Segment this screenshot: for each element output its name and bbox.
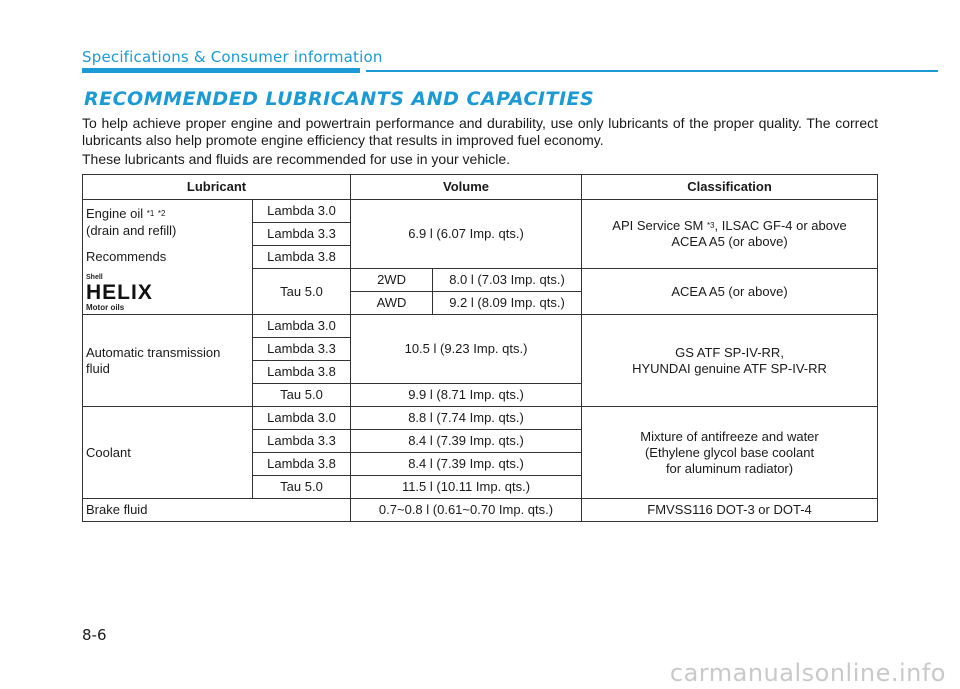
header-lubricant: Lubricant bbox=[83, 175, 351, 200]
engine-oil-classification: API Service SM $^{*3}$, ILSAC GF-4 or above ACEA A5 (or above) bbox=[582, 200, 878, 269]
model-cell: Lambda 3.3 bbox=[253, 338, 351, 361]
footnote-1: *1 bbox=[146, 209, 155, 218]
brake-fluid-classification: FMVSS116 DOT-3 or DOT-4 bbox=[582, 499, 878, 522]
model-cell: Lambda 3.3 bbox=[253, 223, 351, 246]
header-volume: Volume bbox=[351, 175, 582, 200]
header-rule-thin bbox=[366, 70, 938, 72]
watermark: carmanualsonline.info bbox=[669, 659, 946, 687]
model-cell: Lambda 3.3 bbox=[253, 430, 351, 453]
model-cell: Lambda 3.0 bbox=[253, 407, 351, 430]
table-header-row bbox=[83, 175, 878, 200]
volume-cell: 8.4 l (7.39 Imp. qts.) bbox=[351, 430, 582, 453]
drive-cell: 2WD bbox=[351, 269, 433, 292]
model-cell: Lambda 3.8 bbox=[253, 453, 351, 476]
shell-helix-logo: Shell HELIX Motor oils bbox=[86, 274, 153, 312]
footnote-2: *2 bbox=[157, 209, 166, 218]
model-cell: Lambda 3.8 bbox=[253, 361, 351, 384]
model-cell: Tau 5.0 bbox=[253, 476, 351, 499]
header-rule-thick bbox=[82, 68, 360, 73]
engine-oil-volume: 6.9 l (6.07 Imp. qts.) bbox=[351, 200, 582, 269]
model-cell: Tau 5.0 bbox=[253, 384, 351, 407]
table-row bbox=[83, 315, 878, 338]
coolant-label-cell: Coolant bbox=[83, 407, 253, 499]
lubricants-table bbox=[82, 174, 878, 522]
footnote-3: *3 bbox=[706, 221, 715, 230]
header-classification: Classification bbox=[582, 175, 878, 200]
page-number: 8-6 bbox=[82, 626, 107, 644]
table-row bbox=[83, 499, 878, 522]
intro-paragraph-1: To help achieve proper engine and powertrain performance and durability, use only lubricants of the proper quality. The correct lubricants also help promote engine efficiency that results in improved fuel economy. bbox=[82, 115, 878, 148]
drive-cell: AWD bbox=[351, 292, 433, 315]
tau-oil-classification: ACEA A5 (or above) bbox=[582, 269, 878, 315]
engine-oil-cell bbox=[83, 200, 253, 315]
model-cell: Lambda 3.8 bbox=[253, 246, 351, 269]
page-title: RECOMMENDED LUBRICANTS AND CAPACITIES bbox=[84, 88, 595, 110]
table-row bbox=[83, 200, 878, 223]
model-cell: Lambda 3.0 bbox=[253, 315, 351, 338]
volume-cell: 11.5 l (10.11 Imp. qts.) bbox=[351, 476, 582, 499]
atf-volume-tau: 9.9 l (8.71 Imp. qts.) bbox=[351, 384, 582, 407]
volume-cell: 9.2 l (8.09 Imp. qts.) bbox=[433, 292, 582, 315]
atf-classification: GS ATF SP-IV-RR, HYUNDAI genuine ATF SP-IV-RR bbox=[582, 315, 878, 407]
intro-paragraph-2: These lubricants and fluids are recommended for use in your vehicle. bbox=[82, 151, 510, 167]
section-header: Specifications & Consumer information bbox=[82, 48, 383, 66]
brake-fluid-label: Brake fluid bbox=[83, 499, 351, 522]
volume-cell: 8.0 l (7.03 Imp. qts.) bbox=[433, 269, 582, 292]
model-cell: Tau 5.0 bbox=[253, 269, 351, 315]
volume-cell: 8.4 l (7.39 Imp. qts.) bbox=[351, 453, 582, 476]
atf-label-cell: Automatic transmission fluid bbox=[83, 315, 253, 407]
atf-volume-lambda: 10.5 l (9.23 Imp. qts.) bbox=[351, 315, 582, 384]
recommends-label: Recommends bbox=[86, 249, 167, 264]
table-row bbox=[83, 407, 878, 430]
engine-oil-note: (drain and refill) bbox=[86, 223, 177, 238]
engine-oil-label: Engine oil bbox=[86, 206, 144, 221]
volume-cell: 8.8 l (7.74 Imp. qts.) bbox=[351, 407, 582, 430]
brake-fluid-volume: 0.7~0.8 l (0.61~0.70 Imp. qts.) bbox=[351, 499, 582, 522]
coolant-classification: Mixture of antifreeze and water (Ethylene glycol base coolant for aluminum radiator) bbox=[582, 407, 878, 499]
model-cell: Lambda 3.0 bbox=[253, 200, 351, 223]
